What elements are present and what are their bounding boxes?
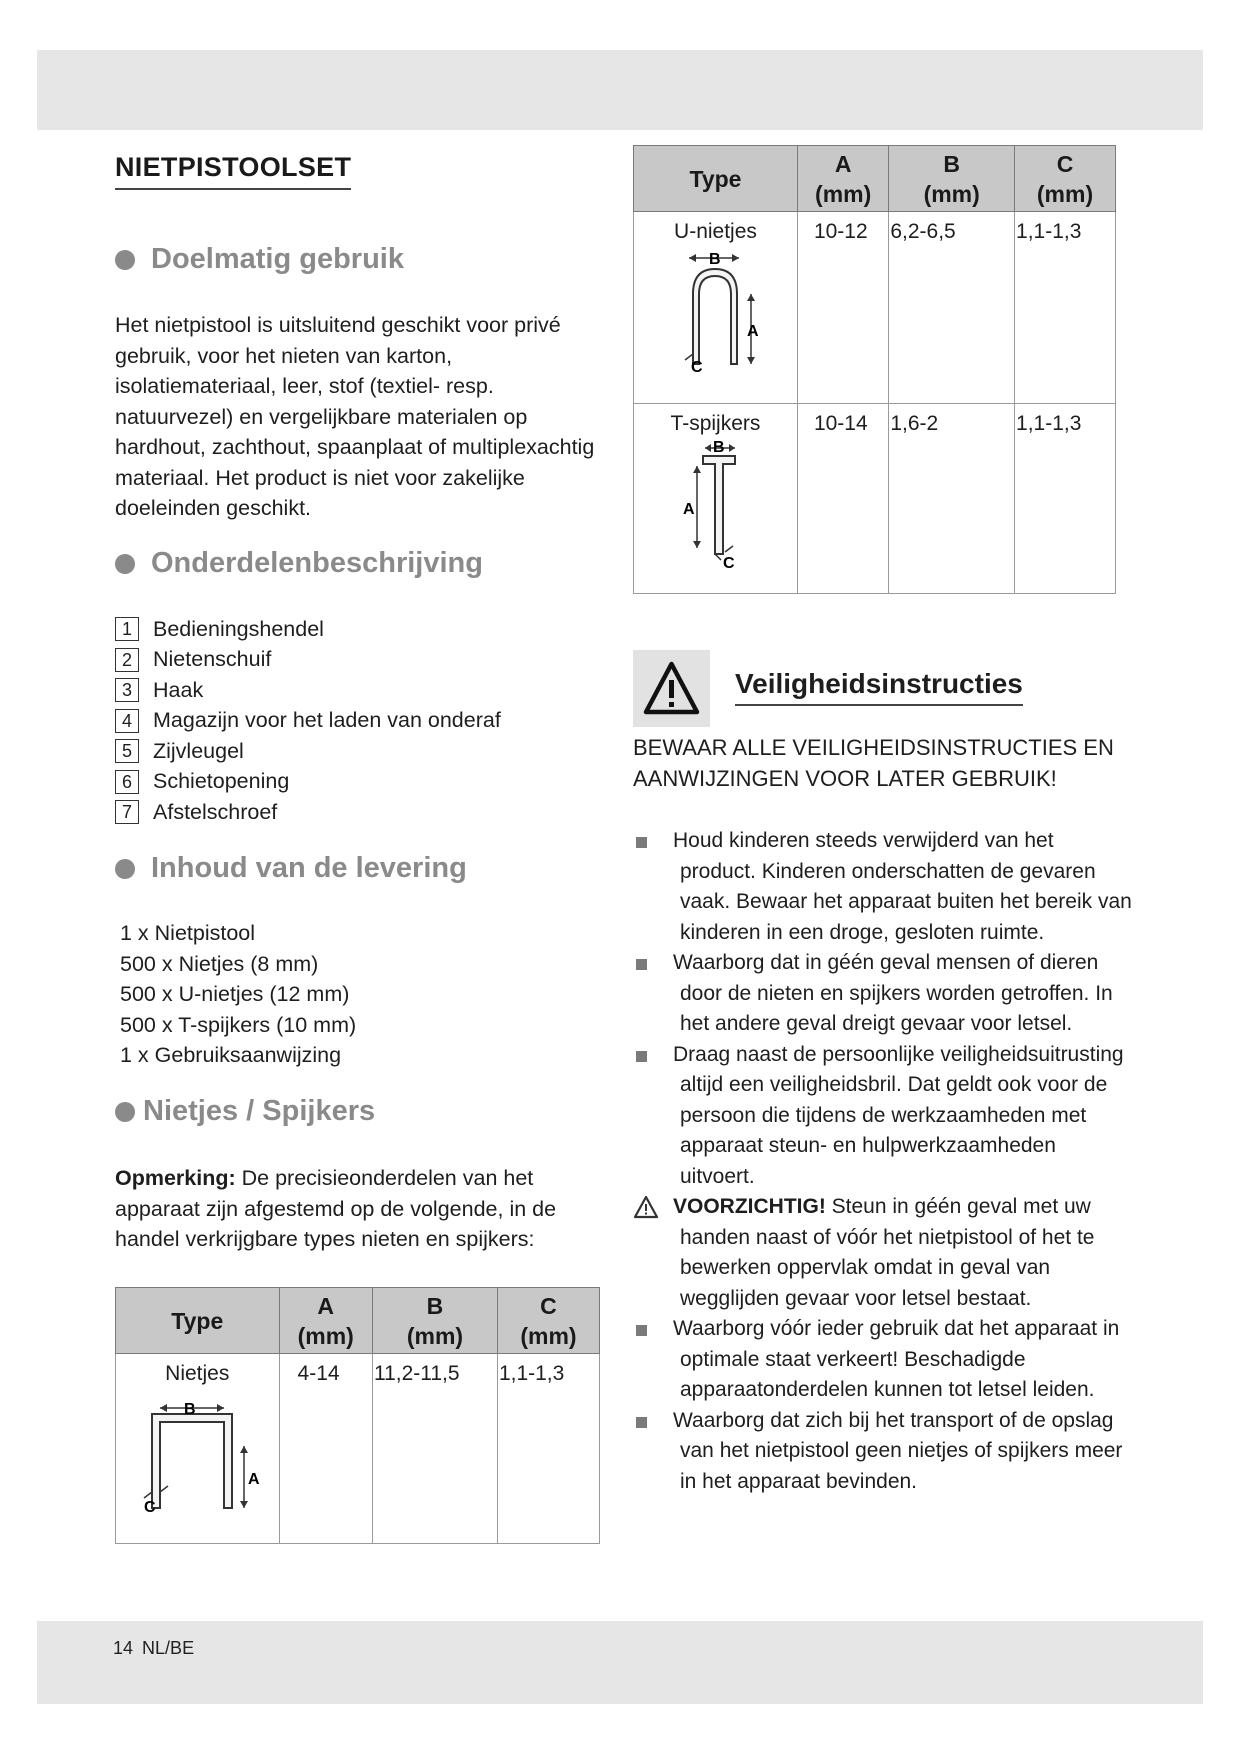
table-cell-c: 1,1-1,3 <box>1015 212 1116 404</box>
staple-diagram-icon <box>122 1386 272 1526</box>
list-item: 6 Schietopening <box>115 767 501 798</box>
diagram-label-b: B <box>713 439 726 456</box>
list-item: 500 x Nietjes (8 mm) <box>120 951 319 976</box>
table-cell-b: 1,6-2 <box>889 404 1015 594</box>
list-item: 500 x T-spijkers (10 mm) <box>120 1012 357 1037</box>
safety-title: Veiligheidsinstructies <box>735 668 1023 706</box>
list-item: 1 x Gebruiksaanwijzing <box>120 1043 342 1067</box>
bullet-dot-icon <box>115 1102 135 1122</box>
table-cell-type: U-nietjes B A C <box>634 212 798 404</box>
list-item: Waarborg dat zich bij het transport of de opslag van het nietpistool geen nietjes of spijkers meer in het apparaat bevinden. <box>633 1406 1133 1498</box>
list-item: 5 Zijvleugel <box>115 736 501 767</box>
list-item: 7 Afstelschroef <box>115 797 501 828</box>
square-bullet-icon <box>636 837 647 848</box>
caution-triangle-icon <box>633 1195 659 1219</box>
staples-note: Opmerking: De precisieonderdelen van het apparaat zijn afgestemd op de volgende, in de handel verkrijgbare types nieten en spijkers: <box>115 1166 557 1251</box>
delivery-list <box>120 918 356 1071</box>
staples-table <box>115 1287 600 1544</box>
footer-band <box>37 1621 1203 1704</box>
table-cell-a: 10-14 <box>797 404 888 594</box>
table-row <box>634 404 1116 594</box>
diagram-label-a: A <box>683 501 696 518</box>
table-header-type: Type <box>116 1288 280 1354</box>
table-row <box>116 1354 600 1544</box>
table-header-b: B (mm) <box>889 146 1015 212</box>
intended-use-text: Het nietpistool is uitsluitend geschikt voor privé gebruik, voor het nieten van karton, isolatiemateriaal, leer, stof (textiel- resp. natuurvezel) en vergelijkbare materialen op hardhout, zachthout, spaanplaat of multiplexachtig materiaal. Het product is niet voor zakelijke doeleinden geschikt. <box>115 313 595 520</box>
table-cell-b: 11,2-11,5 <box>372 1354 497 1544</box>
diagram-label-a: A <box>747 323 760 340</box>
table-header-c: C (mm) <box>497 1288 599 1354</box>
diagram-label-b: B <box>709 251 722 268</box>
table-cell-b: 6,2-6,5 <box>889 212 1015 404</box>
table-cell-c: 1,1-1,3 <box>497 1354 599 1544</box>
list-item: 2 Nietenschuif <box>115 645 501 676</box>
table-header-b: B (mm) <box>372 1288 497 1354</box>
heading-delivery: Inhoud van de levering <box>115 852 467 885</box>
table-row <box>634 212 1116 404</box>
table-cell-type: Nietjes B A C <box>116 1354 280 1544</box>
u-staple-diagram-icon <box>655 244 775 379</box>
page-number: 14 <box>113 1638 134 1658</box>
heading-staples: Nietjes / Spijkers <box>115 1095 375 1128</box>
header-band <box>37 50 1203 130</box>
warning-box <box>633 650 710 727</box>
square-bullet-icon <box>636 959 647 970</box>
heading-intended-use: Doelmatig gebruik <box>115 243 404 276</box>
diagram-label-c: C <box>723 555 736 571</box>
table-cell-c: 1,1-1,3 <box>1015 404 1116 594</box>
bullet-dot-icon <box>115 859 135 879</box>
list-item: Draag naast de persoonlijke veiligheidsuitrusting altijd een veiligheidsbril. Dat geldt ook voor de persoon die tijdens de werkzaamheden met apparaat steun- en hulpwerkzaamheden uitvoert. <box>633 1040 1133 1193</box>
list-item: 1 x Nietpistool <box>120 921 256 945</box>
table-cell-type: T-spijkers B A C <box>634 404 798 594</box>
diagram-label-b: B <box>184 1401 196 1418</box>
table-header-type: Type <box>634 146 798 212</box>
bullet-dot-icon <box>115 554 135 574</box>
parts-list <box>115 614 501 828</box>
square-bullet-icon <box>636 1051 647 1062</box>
table-header-a: A (mm) <box>797 146 888 212</box>
warning-triangle-icon <box>633 650 710 727</box>
table-cell-a: 4-14 <box>279 1354 372 1544</box>
table-header-a: A (mm) <box>279 1288 372 1354</box>
square-bullet-icon <box>636 1417 647 1428</box>
caution-item: VOORZICHTIG! Steun in géén geval met uw handen naast of vóór het nietpistool of het te bewerken oppervlak omdat in geval van wegglijden gevaar voor letsel bestaat. <box>633 1192 1133 1314</box>
page-locale: NL/BE <box>142 1638 195 1658</box>
square-bullet-icon <box>636 1325 647 1336</box>
bullet-dot-icon <box>115 250 135 270</box>
list-item: 3 Haak <box>115 675 501 706</box>
diagram-label-a: A <box>248 1471 260 1488</box>
t-nail-diagram-icon <box>655 436 775 571</box>
list-item: Waarborg dat in géén geval mensen of dieren door de nieten en spijkers worden getroffen. In het andere geval dreigt gevaar voor letsel. <box>633 948 1133 1040</box>
diagram-label-c: C <box>144 1499 156 1516</box>
safety-list <box>633 826 1133 1497</box>
list-item: 1 Bedieningshendel <box>115 614 501 645</box>
table-cell-a: 10-12 <box>797 212 888 404</box>
heading-parts: Onderdelenbeschrijving <box>115 547 483 580</box>
list-item: Houd kinderen steeds verwijderd van het product. Kinderen onderschatten de gevaren vaak. Bewaar het apparaat buiten het bereik van kinderen in een droge, gesloten ruimte. <box>633 826 1133 948</box>
nails-table <box>633 145 1116 594</box>
document-title: NIETPISTOOLSET <box>115 152 351 190</box>
list-item: 4 Magazijn voor het laden van onderaf <box>115 706 501 737</box>
safety-caps-notice: BEWAAR ALLE VEILIGHEIDSINSTRUCTIES EN AANWIJZINGEN VOOR LATER GEBRUIK! <box>633 735 1114 791</box>
list-item: 500 x U-nietjes (12 mm) <box>120 982 350 1006</box>
list-item: Waarborg vóór ieder gebruik dat het apparaat in optimale staat verkeert! Beschadigde apparaatonderdelen kunnen tot letsel leiden. <box>633 1314 1133 1406</box>
page-footer <box>113 1638 194 1659</box>
table-header-c: C (mm) <box>1015 146 1116 212</box>
diagram-label-c: C <box>691 359 704 376</box>
